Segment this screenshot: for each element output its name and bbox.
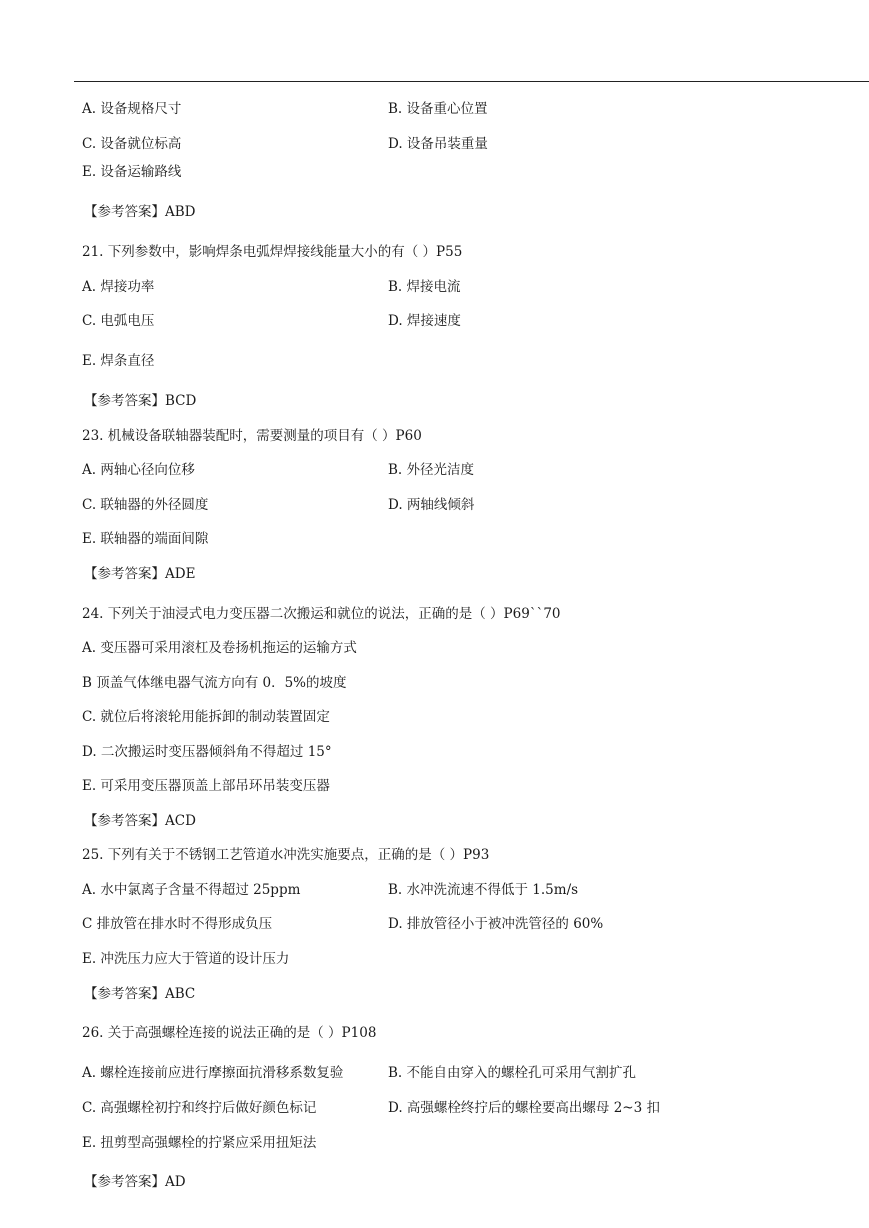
q24-stem: 24. 下列关于油浸式电力变压器二次搬运和就位的说法，正确的是（ ）P69``70 bbox=[82, 606, 561, 622]
q23-option-a: A. 两轴心径向位移 bbox=[82, 462, 195, 478]
q26-stem: 26. 关于高强螺栓连接的说法正确的是（ ）P108 bbox=[82, 1025, 377, 1041]
q21-option-e: E. 焊条直径 bbox=[82, 353, 155, 369]
q26-option-c: C. 高强螺栓初拧和终拧后做好颜色标记 bbox=[82, 1100, 317, 1116]
header-rule bbox=[74, 81, 869, 82]
q21-answer: 【参考答案】BCD bbox=[84, 393, 197, 409]
q24-option-c: C. 就位后将滚轮用能拆卸的制动装置固定 bbox=[82, 709, 330, 725]
q24-option-a: A. 变压器可采用滚杠及卷扬机拖运的运输方式 bbox=[82, 640, 357, 656]
q24-option-b: B 顶盖气体继电器气流方向有 0．5%的坡度 bbox=[82, 675, 347, 691]
q20-option-b: B. 设备重心位置 bbox=[388, 101, 488, 117]
q26-option-d: D. 高强螺栓终拧后的螺栓要高出螺母 2~3 扣 bbox=[388, 1100, 660, 1116]
q23-answer: 【参考答案】ADE bbox=[84, 566, 196, 582]
q26-option-b: B. 不能自由穿入的螺栓孔可采用气割扩孔 bbox=[388, 1065, 637, 1081]
q20-option-c: C. 设备就位标高 bbox=[82, 136, 182, 152]
q23-option-b: B. 外径光洁度 bbox=[388, 462, 475, 478]
q26-answer: 【参考答案】AD bbox=[84, 1174, 186, 1190]
q20-option-a: A. 设备规格尺寸 bbox=[82, 101, 182, 117]
q23-option-e: E. 联轴器的端面间隙 bbox=[82, 531, 209, 547]
q21-stem: 21. 下列参数中，影响焊条电弧焊焊接线能量大小的有（ ）P55 bbox=[82, 244, 463, 260]
q23-option-c: C. 联轴器的外径圆度 bbox=[82, 497, 209, 513]
q25-option-e: E. 冲洗压力应大于管道的设计压力 bbox=[82, 951, 290, 967]
q21-option-c: C. 电弧电压 bbox=[82, 313, 155, 329]
q20-option-e: E. 设备运输路线 bbox=[82, 164, 182, 180]
q25-option-b: B. 水冲洗流速不得低于 1.5m/s bbox=[388, 882, 579, 898]
q23-option-d: D. 两轴线倾斜 bbox=[388, 497, 475, 513]
q24-answer: 【参考答案】ACD bbox=[84, 813, 196, 829]
q20-answer: 【参考答案】ABD bbox=[84, 204, 196, 220]
q25-answer: 【参考答案】ABC bbox=[84, 986, 196, 1002]
q23-stem: 23. 机械设备联轴器装配时，需要测量的项目有（ ）P60 bbox=[82, 428, 422, 444]
q24-option-e: E. 可采用变压器顶盖上部吊环吊装变压器 bbox=[82, 778, 330, 794]
q21-option-a: A. 焊接功率 bbox=[82, 279, 155, 295]
q20-option-d: D. 设备吊装重量 bbox=[388, 136, 488, 152]
q26-option-a: A. 螺栓连接前应进行摩擦面抗滑移系数复验 bbox=[82, 1065, 344, 1081]
q25-option-a: A. 水中氯离子含量不得超过 25ppm bbox=[82, 882, 301, 898]
q25-option-d: D. 排放管径小于被冲洗管径的 60% bbox=[388, 916, 604, 932]
q21-option-d: D. 焊接速度 bbox=[388, 313, 461, 329]
q26-option-e: E. 扭剪型高强螺栓的拧紧应采用扭矩法 bbox=[82, 1135, 317, 1151]
q21-option-b: B. 焊接电流 bbox=[388, 279, 461, 295]
q25-stem: 25. 下列有关于不锈钢工艺管道水冲洗实施要点，正确的是（ ）P93 bbox=[82, 847, 490, 863]
q24-option-d: D. 二次搬运时变压器倾斜角不得超过 15° bbox=[82, 744, 332, 760]
q25-option-c: C 排放管在排水时不得形成负压 bbox=[82, 916, 273, 932]
